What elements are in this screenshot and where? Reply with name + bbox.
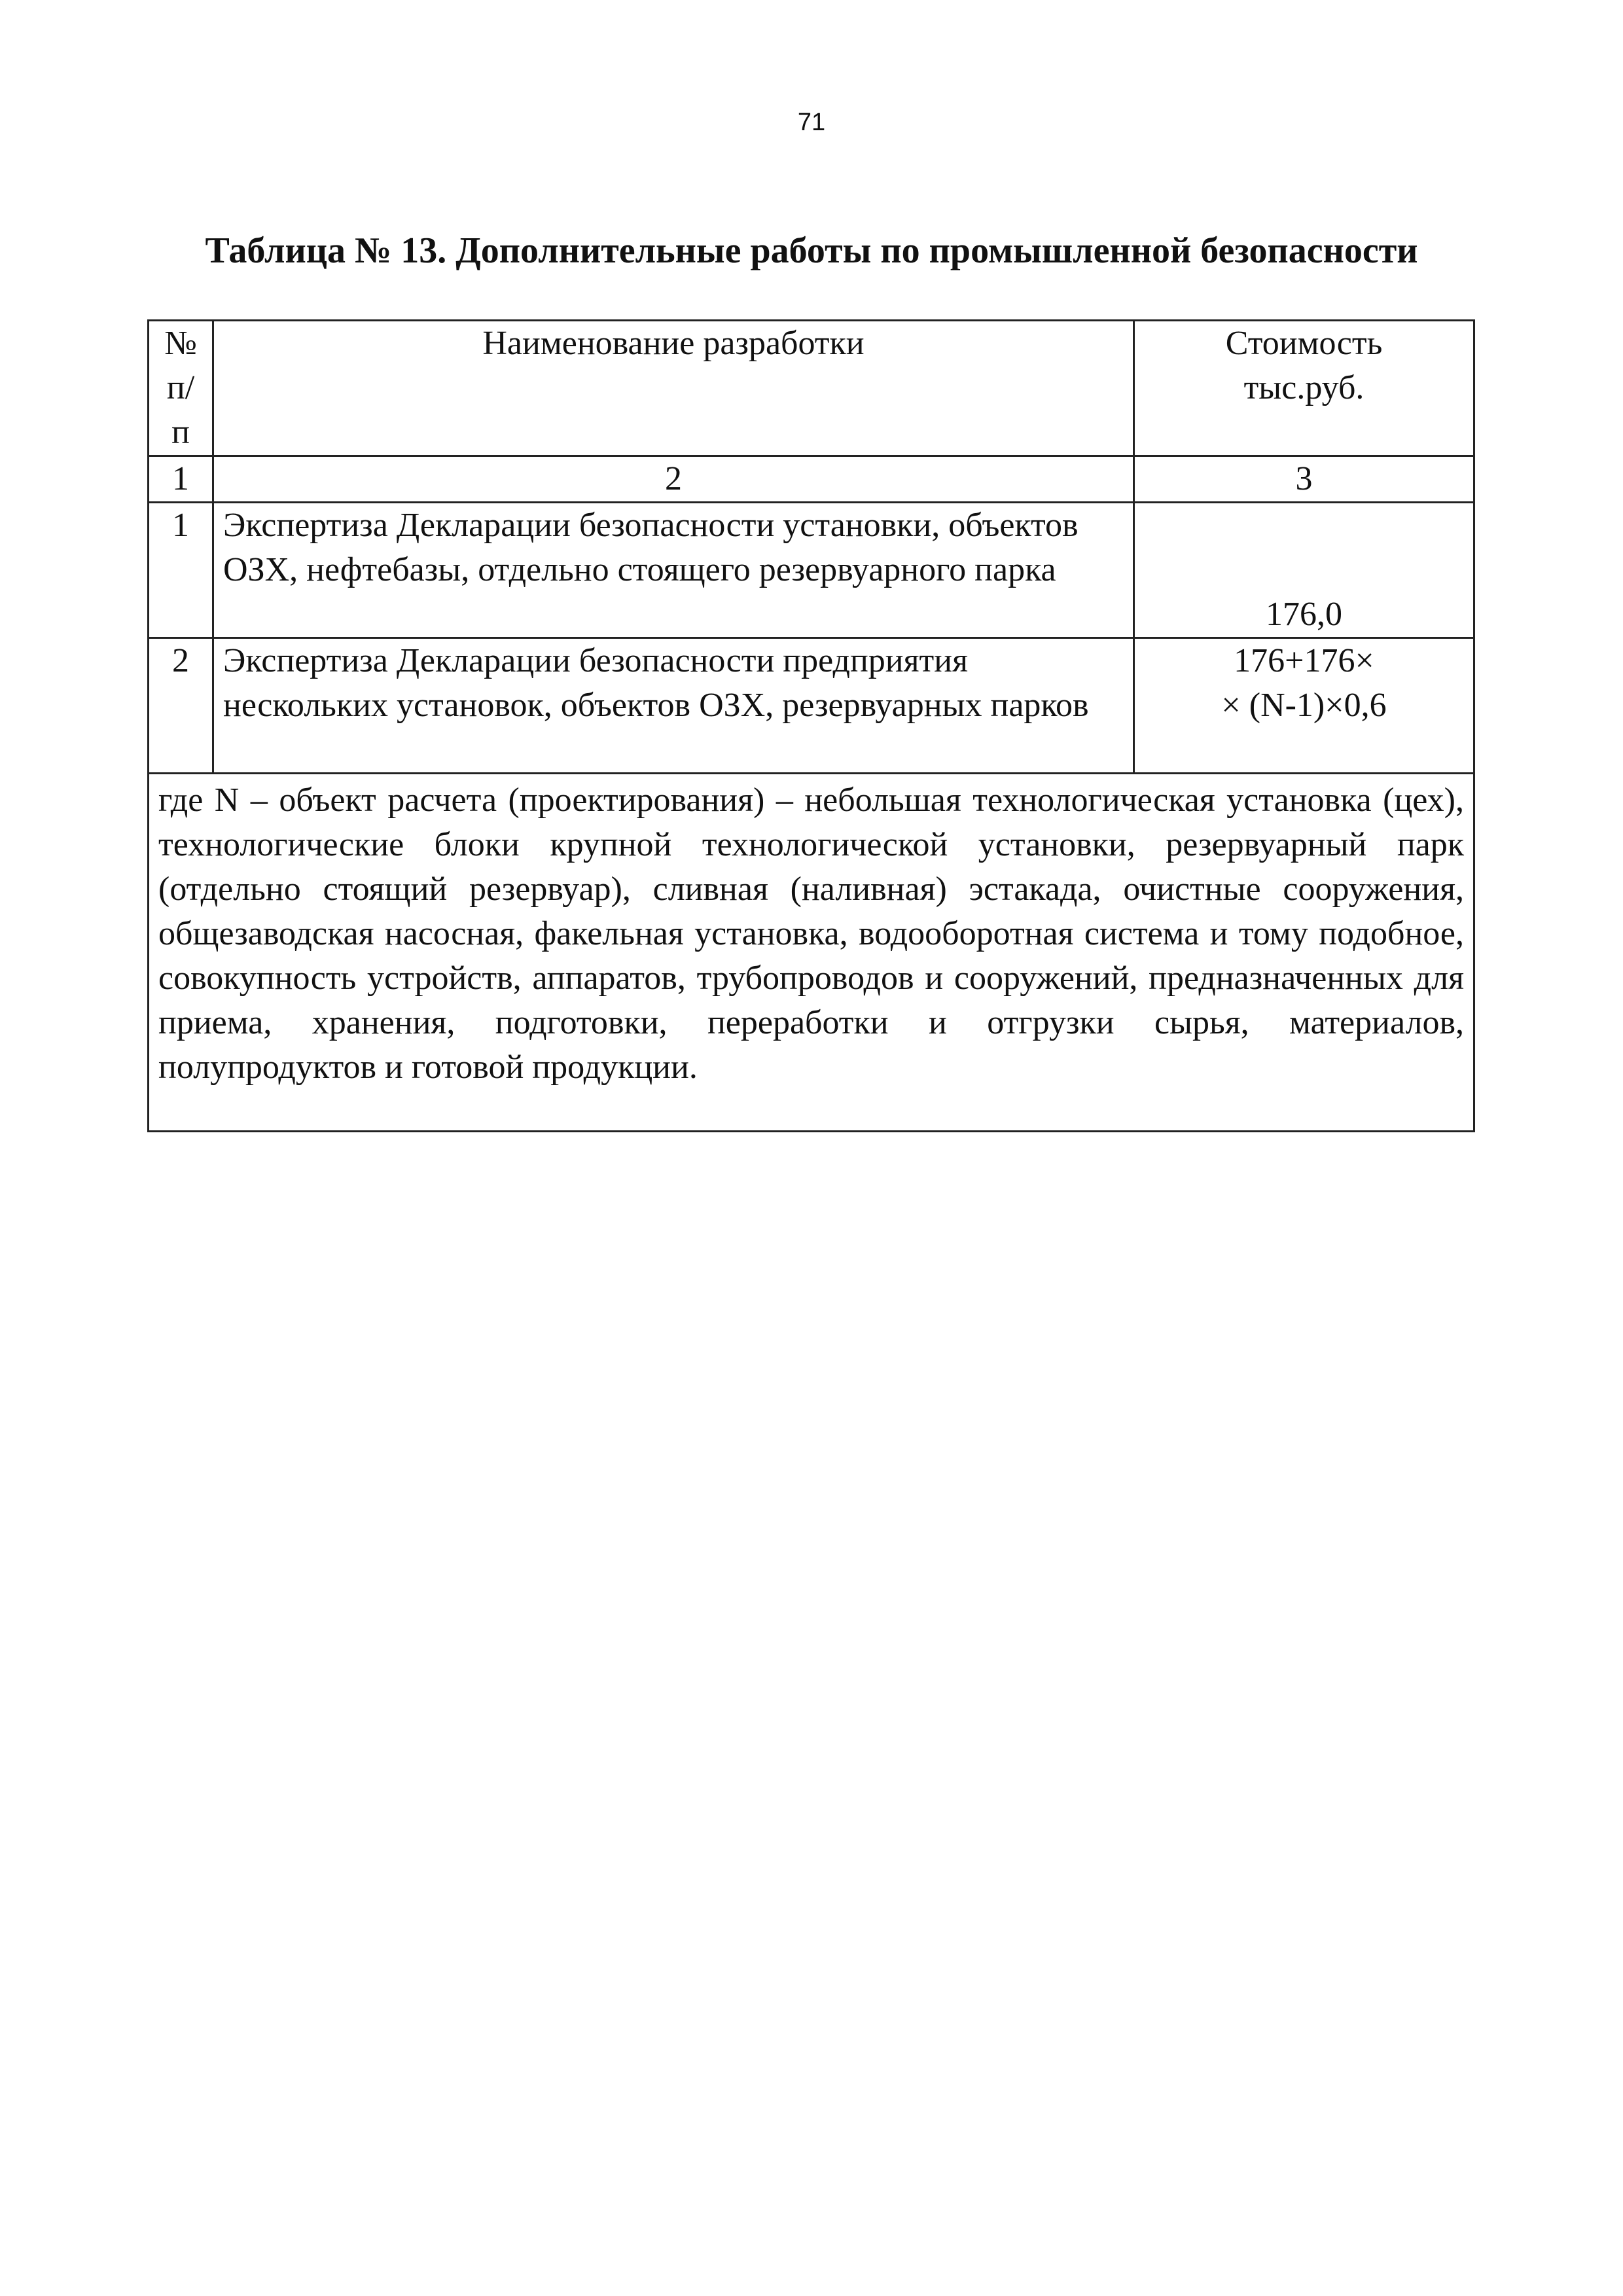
row-number: 1 — [149, 503, 213, 638]
row-name: Экспертиза Декларации безопасности установки, объектов ОЗХ, нефтебазы, отдельно стоящего резервуарного парка — [213, 503, 1134, 638]
row-cost — [1134, 638, 1474, 774]
row-cost-formula-line1: 176+176× — [1234, 642, 1374, 679]
footnote-row — [149, 774, 1474, 1132]
table-row — [149, 503, 1474, 638]
row-number: 2 — [149, 638, 213, 774]
header-num — [149, 321, 213, 456]
header-cost-line2: тыс.руб. — [1243, 369, 1364, 406]
column-index-row — [149, 456, 1474, 503]
column-index-1: 1 — [149, 456, 213, 503]
header-cost — [1134, 321, 1474, 456]
row-cost-formula-line2: × (N-1)×0,6 — [1221, 687, 1387, 724]
column-index-3: 3 — [1134, 456, 1474, 503]
row-name: Экспертиза Декларации безопасности предприятия нескольких установок, объектов ОЗХ, резервуарных парков — [213, 638, 1134, 774]
column-index-2: 2 — [213, 456, 1134, 503]
header-name-label: Наименование разработки — [482, 325, 865, 362]
footnote: где N – объект расчета (проектирования) – небольшая технологическая установка (цех), технологические блоки крупной технологической установки, резервуарный парк (отдельно стоящий резервуар), сливная (наливная) эстакада, очистные сооружения, общезаводская насосная, факельная установка, водооборотная система и тому подобное, совокупность устройств, аппаратов, трубопроводов и сооружений, предназначенных для приема, хранения, подготовки, переработки и отгрузки сырья, материалов, полупродуктов и готовой продукции. — [149, 774, 1474, 1132]
works-table — [147, 319, 1475, 1132]
table-header-row — [149, 321, 1474, 456]
header-num-label: № п/п — [164, 325, 197, 451]
header-name — [213, 321, 1134, 456]
page-number: 71 — [797, 109, 826, 136]
row-cost: 176,0 — [1134, 503, 1474, 638]
table-row — [149, 638, 1474, 774]
table-title: Таблица № 13. Дополнительные работы по промышленной безопасности — [205, 230, 1418, 271]
header-cost-line1: Стоимость — [1225, 325, 1383, 362]
